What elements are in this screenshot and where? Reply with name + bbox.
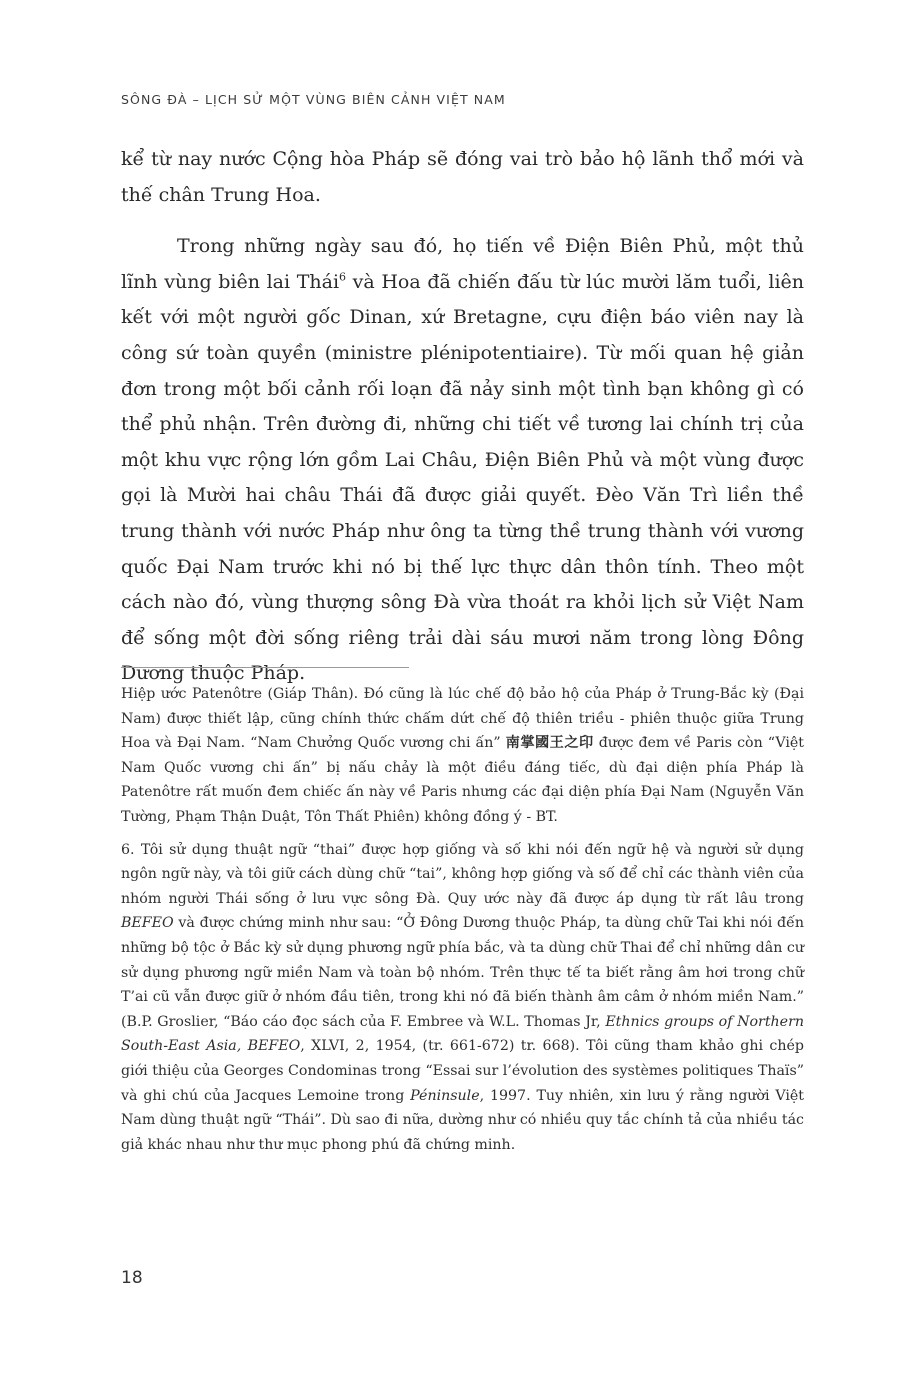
footnote-divider — [121, 667, 409, 668]
footnote-continued-part-b: được đem về Paris còn “Việt Nam Quốc vương chi ấn” bị nấu chảy là một điều đáng tiếc, dù đại diện phía Pháp là Patenôtre rất muốn đem chiếc ấn này về Paris nhưng các đại diện phía Đại Nam (Nguyễn Văn Tường, Phạm Thận Duật, Tôn Thất Phiên) không đồng ý - BT. — [121, 735, 804, 825]
footnote-continued — [121, 682, 804, 830]
footnote-ref-6[interactable]: 6 — [339, 270, 347, 284]
paragraph-2-part-a: Trong những ngày sau đó, họ tiến về Điện Biên Phủ, một thủ lĩnh vùng biên lai Thái — [121, 235, 804, 293]
footnote-6-part-d: , 1997. Tuy nhiên, xin lưu ý rằng người Việt Nam dùng thuật ngữ “Thái”. Dù sao đi nữa, dường như có nhiều quy tắc chính tả của nhiều tác giả khác nhau như thư mục phong phú đã chứng minh. — [121, 1087, 804, 1153]
footnote-6-book-title: Ethnics groups of Northern South-East Asia, BEFEO — [121, 1013, 804, 1055]
footnote-6 — [121, 838, 804, 1158]
paragraph-2 — [121, 229, 804, 692]
footnote-6-part-a: 6. Tôi sử dụng thuật ngữ “thai” được hợp giống và số khi nói đến ngữ hệ và người sử dụng ngôn ngữ này, và tôi giữ cách dùng chữ “tai”, không hợp giống và số để chỉ các thành viên của nhóm người Thái sống ở lưu vực sông Đà. Quy ước này đã được áp dụng từ rất lâu trong — [121, 841, 804, 907]
page-number: 18 — [121, 1268, 143, 1288]
footnote-cjk-seal-text: 南掌國王之印 — [505, 735, 594, 752]
footnote-6-befeo: BEFEO — [121, 915, 174, 932]
paragraph-1: kể từ nay nước Cộng hòa Pháp sẽ đóng vai trò bảo hộ lãnh thổ mới và thế chân Trung Hoa. — [121, 148, 804, 206]
footnote-6-peninsule: Péninsule — [410, 1087, 480, 1104]
footnote-6-part-c: , XLVI, 2, 1954, (tr. 661-672) tr. 668). Tôi cũng tham khảo ghi chép giới thiệu của Georges Condominas trong “Essai sur l’évolution des systèmes politiques Thaïs” và ghi chú của Jacques Lemoine trong — [121, 1038, 804, 1104]
footnote-continued-part-a: Hiệp ước Patenôtre (Giáp Thân). Đó cũng là lúc chế độ bảo hộ của Pháp ở Trung-Bắc kỳ (Đại Nam) được thiết lập, cũng chính thức chấm dứt chế độ thiên triều - phiên thuộc giữa Trung Hoa và Đại Nam. “Nam Chưởng Quốc vương chi ấn” — [121, 686, 804, 752]
footnotes — [121, 682, 804, 1157]
paragraph-2-part-b: và Hoa đã chiến đấu từ lúc mười lăm tuổi, liên kết với một người gốc Dinan, xứ Bretagne, cựu điện báo viên nay là công sứ toàn quyền (ministre plénipotentiaire). Từ mối quan hệ giản đơn trong một bối cảnh rối loạn đã nảy sinh một tình bạn không gì có thể phủ nhận. Trên đường đi, những chi tiết về tương lai chính trị của một khu vực rộng lớn gồm Lai Châu, Điện Biên Phủ và một vùng được gọi là Mười hai châu Thái đã được giải quyết. Đèo Văn Trì liền thề trung thành với nước Pháp như ông ta từng thề trung thành với vương quốc Đại Nam trước khi nó bị thế lực thực dân thôn tính. Theo một cách nào đó, vùng thượng sông Đà vừa thoát ra khỏi lịch sử Việt Nam để sống một đời sống riêng trải dài sáu mươi năm trong lòng Đông Dương thuộc Pháp. — [121, 270, 805, 685]
footnote-6-part-b: và được chứng minh như sau: “Ở Đông Dương thuộc Pháp, ta dùng chữ Tai khi nói đến những bộ tộc ở Bắc kỳ sử dụng phương ngữ phía bắc, và ta dùng chữ Thai để chỉ những dân cư sử dụng phương ngữ miền Nam và toàn bộ nhóm. Trên thực tế ta biết rằng âm hơi trong chữ T’ai cũ vẫn được giữ ở nhóm đầu tiên, trong khi nó đã biến thành âm câm ở nhóm miền Nam.” (B.P. Groslier, “Báo cáo đọc sách của F. Embree và W.L. Thomas Jr, — [121, 915, 804, 1030]
running-head: SÔNG ĐÀ – LỊCH SỬ MỘT VÙNG BIÊN CẢNH VIỆT NAM — [121, 92, 506, 107]
main-text — [121, 142, 804, 692]
